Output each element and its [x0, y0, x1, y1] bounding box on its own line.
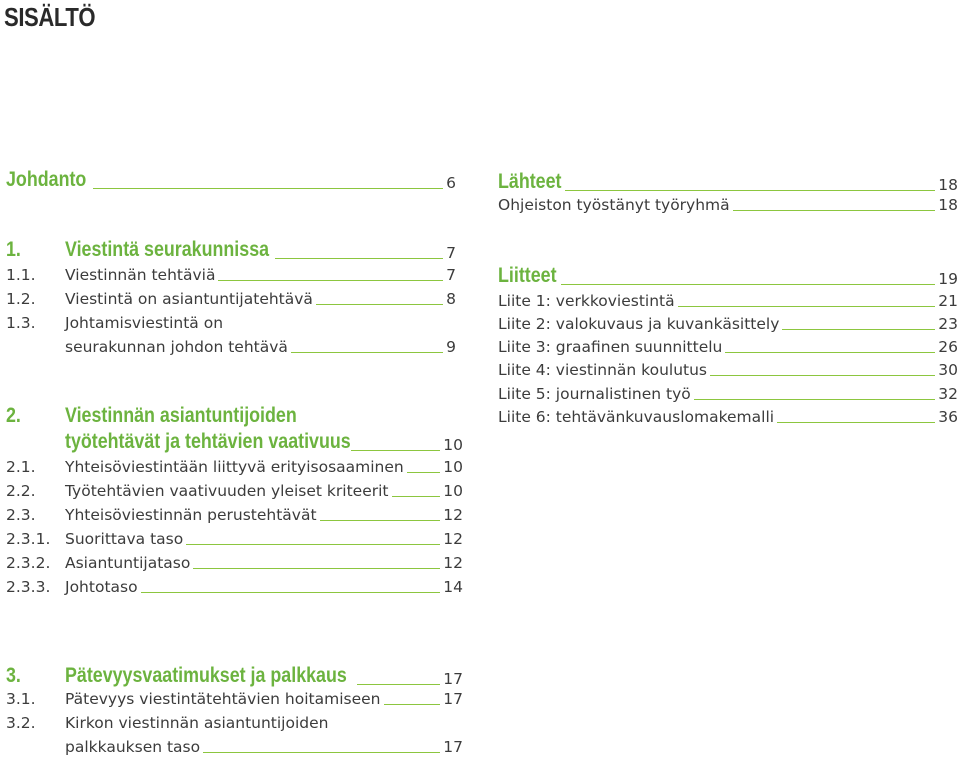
leader-line [561, 284, 935, 285]
toc-entry-3-1[interactable] [6, 690, 463, 708]
toc-page-number: 10 [443, 436, 463, 454]
leader-line [565, 190, 936, 191]
toc-page-number: 32 [938, 385, 958, 403]
toc-entry-label: palkkauksen taso [65, 738, 201, 756]
toc-entry-3-2-line2[interactable] [65, 738, 463, 756]
toc-section-number: 2. [6, 404, 21, 427]
toc-section-number: 2.3.1. [6, 530, 51, 548]
toc-entry-3-2-line1[interactable] [6, 714, 463, 732]
toc-entry-2-3[interactable] [6, 506, 463, 524]
leader-line [694, 399, 936, 400]
toc-entry-label: Viestinnän tehtäviä [65, 266, 216, 284]
toc-page-number: 6 [446, 174, 456, 192]
toc-entry-2-3-3[interactable] [6, 578, 463, 596]
toc-entry-johdanto[interactable] [6, 168, 456, 192]
toc-section-number: 3. [6, 664, 21, 687]
leader-line [203, 752, 440, 753]
toc-entry-label: Liite 6: tehtävänkuvauslomakemalli [498, 408, 775, 426]
toc-entry-1-2[interactable] [6, 290, 456, 308]
leader-line [316, 304, 443, 305]
toc-entry-label: Liite 3: graafinen suunnittelu [498, 338, 723, 356]
toc-page-number: 21 [938, 292, 958, 310]
toc-entry-label: Yhteisöviestinnän perustehtävät [65, 506, 317, 524]
leader-line [357, 684, 441, 685]
toc-entry-2-3-1[interactable] [6, 530, 463, 548]
toc-page-number: 23 [938, 315, 958, 333]
toc-entry-2-3-2[interactable] [6, 554, 463, 572]
leader-line [678, 306, 936, 307]
leader-line [384, 704, 441, 705]
toc-section-number: 1. [6, 238, 21, 261]
toc-section-number: 2.2. [6, 482, 36, 500]
leader-line [218, 280, 443, 281]
toc-section-number: 3.1. [6, 690, 36, 708]
toc-entry-section-1[interactable] [6, 238, 456, 262]
toc-page-number: 9 [446, 338, 456, 356]
toc-page-number: 8 [446, 290, 456, 308]
toc-page-number: 12 [443, 506, 463, 524]
toc-section-number: 1.3. [6, 314, 36, 332]
toc-entry-label: Liite 2: valokuvaus ja kuvankäsittely [498, 315, 780, 333]
toc-entry-liite-5[interactable] [498, 385, 958, 403]
toc-section-number: 2.1. [6, 458, 36, 476]
toc-entry-label: Johtotaso [65, 578, 138, 596]
toc-entry-label: Ohjeiston työstänyt työryhmä [498, 196, 730, 214]
toc-heading-label: Pätevyysvaatimukset ja palkkaus [65, 664, 347, 687]
leader-line [141, 592, 441, 593]
toc-entry-label: Työtehtävien vaativuuden yleiset kriteerit [65, 482, 389, 500]
leader-line [93, 188, 444, 189]
toc-entry-liite-6[interactable] [498, 408, 958, 426]
toc-entry-lahteet[interactable] [498, 170, 958, 194]
toc-entry-label: Asiantuntijataso [65, 554, 191, 572]
leader-line [777, 422, 935, 423]
page-title: SISÄLTÖ [4, 2, 96, 32]
toc-heading-label: työtehtävät ja tehtävien vaativuus [65, 430, 351, 453]
toc-page-number: 30 [938, 361, 958, 379]
leader-line [291, 352, 443, 353]
leader-line [275, 258, 443, 259]
toc-page-number: 7 [446, 244, 456, 262]
leader-line [351, 450, 440, 451]
toc-entry-label: Liite 4: viestinnän koulutus [498, 361, 708, 379]
toc-heading-label: Lähteet [498, 170, 562, 193]
toc-entry-label: Kirkon viestinnän asiantuntijoiden [65, 714, 329, 732]
leader-line [186, 544, 440, 545]
toc-section-number: 2.3.3. [6, 578, 51, 596]
toc-entry-liite-4[interactable] [498, 361, 958, 379]
toc-entry-liite-1[interactable] [498, 292, 958, 310]
leader-line [392, 496, 441, 497]
toc-heading-label: Johdanto [6, 168, 87, 191]
leader-line [407, 472, 441, 473]
toc-heading-label: Liitteet [498, 264, 557, 287]
toc-entry-label: Johtamisviestintä on [65, 314, 224, 332]
toc-section-number: 3.2. [6, 714, 36, 732]
toc-page-number: 10 [443, 482, 463, 500]
leader-line [782, 329, 935, 330]
toc-entry-ohjeisto[interactable] [498, 196, 958, 214]
toc-entry-section-2[interactable] [65, 430, 463, 454]
toc-section-number: 2.3.2. [6, 554, 51, 572]
toc-entry-section-3[interactable] [6, 664, 463, 688]
leader-line [710, 375, 935, 376]
toc-entry-2-1[interactable] [6, 458, 463, 476]
leader-line [725, 352, 935, 353]
toc-page-number: 14 [443, 578, 463, 596]
toc-section-number: 2.3. [6, 506, 36, 524]
toc-entry-liite-3[interactable] [498, 338, 958, 356]
toc-page-number: 36 [938, 408, 958, 426]
toc-entry-label: Liite 5: journalistinen työ [498, 385, 691, 403]
toc-page-number: 18 [938, 196, 958, 214]
toc-entry-1-1[interactable] [6, 266, 456, 284]
toc-page-number: 10 [443, 458, 463, 476]
toc-entry-label: Pätevyys viestintätehtävien hoitamiseen [65, 690, 381, 708]
toc-heading-label[interactable]: Viestinnän asiantuntijoiden [65, 404, 297, 427]
toc-heading-label: Viestintä seurakunnissa [65, 238, 270, 261]
toc-entry-label: Yhteisöviestintään liittyvä erityisosaaminen [65, 458, 404, 476]
toc-entry-label: Liite 1: verkkoviestintä [498, 292, 675, 310]
toc-entry-2-2[interactable] [6, 482, 463, 500]
leader-line [193, 568, 440, 569]
toc-section-number: 1.2. [6, 290, 36, 308]
toc-entry-label: Suorittava taso [65, 530, 184, 548]
toc-entry-label: seurakunnan johdon tehtävä [65, 338, 288, 356]
toc-page-number: 17 [443, 690, 463, 708]
toc-entry-1-3-line1[interactable] [6, 314, 456, 332]
toc-entry-label: Viestintä on asiantuntijatehtävä [65, 290, 313, 308]
toc-page-number: 17 [443, 738, 463, 756]
toc-entry-liitteet[interactable] [498, 264, 958, 288]
toc-page-number: 18 [938, 176, 958, 194]
toc-entry-liite-2[interactable] [498, 315, 958, 333]
toc-page-number: 12 [443, 530, 463, 548]
leader-line [733, 210, 936, 211]
toc-page-number: 7 [446, 266, 456, 284]
toc-page-number: 12 [443, 554, 463, 572]
toc-page-number: 19 [938, 270, 958, 288]
toc-page-number: 17 [443, 670, 463, 688]
leader-line [320, 520, 441, 521]
toc-page-number: 26 [938, 338, 958, 356]
toc-section-number: 1.1. [6, 266, 36, 284]
toc-entry-1-3-line2[interactable] [65, 338, 456, 356]
